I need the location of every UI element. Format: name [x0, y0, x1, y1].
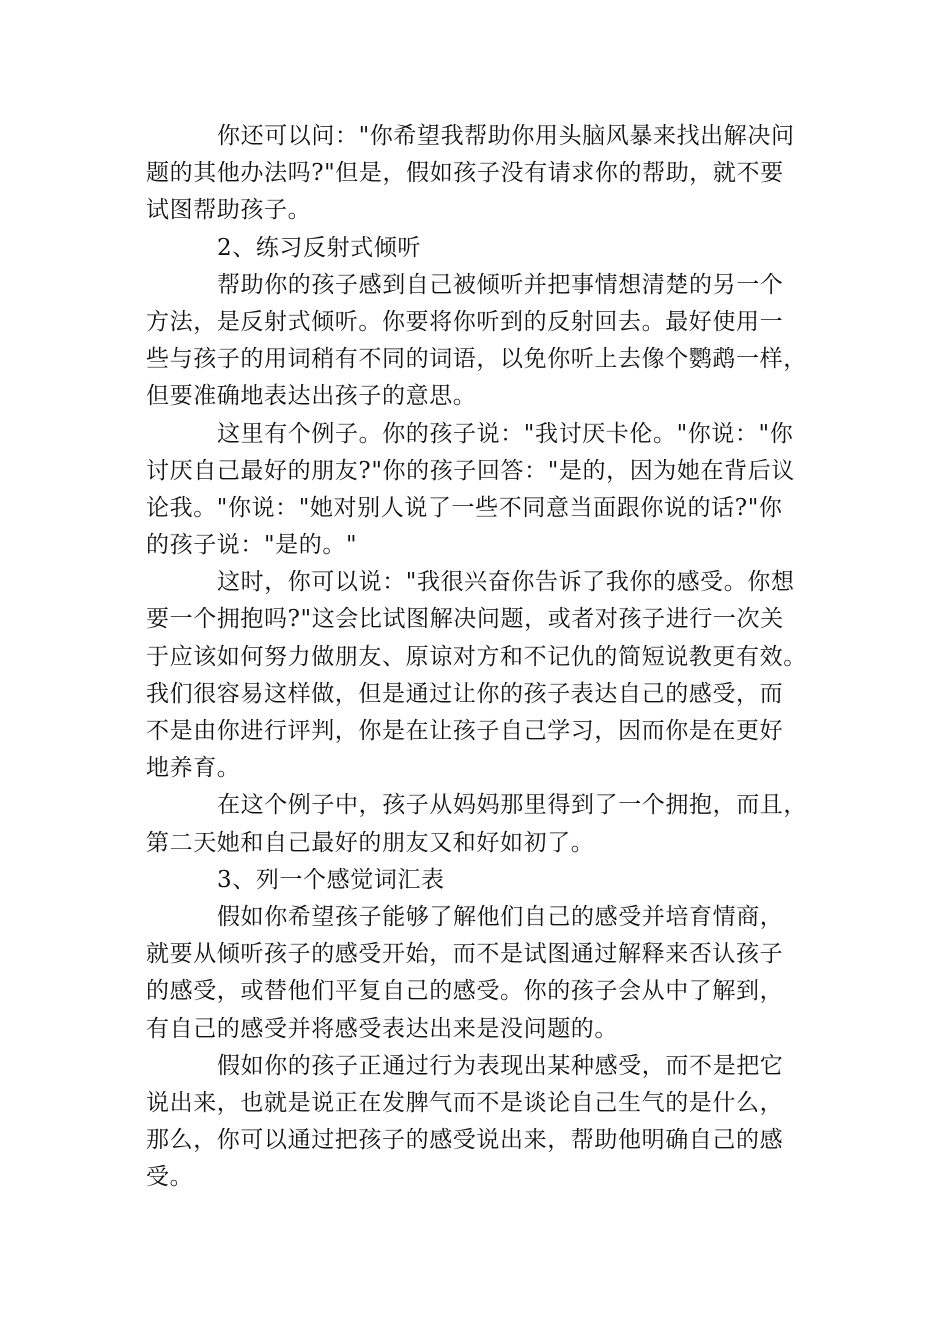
paragraph: [146, 416, 826, 565]
text-line: 这时，你可以说："我很兴奋你告诉了我你的感受。你想: [217, 569, 795, 596]
text-line: 在这个例子中，孩子从妈妈那里得到了一个拥抱，而且，: [217, 792, 807, 819]
text-line: 但要准确地表达出孩子的意思。: [146, 383, 477, 410]
text-line: 题的其他办法吗?"但是，假如孩子没有请求你的帮助，就不要: [146, 160, 784, 187]
section-heading: [146, 862, 826, 899]
paragraph: [146, 564, 826, 787]
text-line: 地养育。: [146, 755, 241, 782]
paragraph: [146, 899, 826, 1048]
text-line: 试图帮助孩子。: [146, 197, 312, 224]
text-line: 假如你希望孩子能够了解他们自己的感受并培育情商，: [217, 903, 784, 930]
document-page: [146, 118, 826, 1196]
paragraph: [146, 787, 826, 861]
text-line: 的感受，或替他们平复自己的感受。你的孩子会从中了解到，: [146, 978, 784, 1005]
text-line: 假如你的孩子正通过行为表现出某种感受，而不是把它: [217, 1052, 784, 1079]
text-line: 方法，是反射式倾听。你要将你听到的反射回去。最好使用一: [146, 308, 784, 335]
text-line: 受。: [146, 1164, 194, 1191]
text-line: 我们很容易这样做，但是通过让你的孩子表达自己的感受，而: [146, 680, 784, 707]
text-line: 就要从倾听孩子的感受开始，而不是试图通过解释来否认孩子: [146, 941, 784, 968]
text-line: 3、列一个感觉词汇表: [217, 866, 445, 893]
text-line: 于应该如何努力做朋友、原谅对方和不记仇的简短说教更有效。: [146, 643, 807, 670]
text-line: 你还可以问："你希望我帮助你用头脑风暴来找出解决问: [217, 123, 795, 149]
text-line: 第二天她和自己最好的朋友又和好如初了。: [146, 829, 595, 856]
text-line: 这里有个例子。你的孩子说："我讨厌卡伦。"你说："你: [217, 420, 794, 447]
text-line: 不是由你进行评判，你是在让孩子自己学习，因而你是在更好: [146, 718, 784, 744]
text-line: 论我。"你说："她对别人说了一些不同意当面跟你说的话?"你: [146, 494, 783, 521]
text-line: 些与孩子的用词稍有不同的词语，以免你听上去像个鹦鹉一样，: [146, 346, 807, 373]
text-line: 帮助你的孩子感到自己被倾听并把事情想清楚的另一个: [217, 271, 784, 298]
text-line: 讨厌自己最好的朋友?"你的孩子回答："是的，因为她在背后议: [146, 457, 795, 484]
paragraph: [146, 267, 826, 416]
text-line: 2、练习反射式倾听: [217, 234, 422, 261]
text-line: 要一个拥抱吗?"这会比试图解决问题，或者对孩子进行一次关: [146, 606, 784, 633]
paragraph: [146, 1048, 826, 1197]
section-heading: [146, 230, 826, 267]
text-line: 有自己的感受并将感受表达出来是没问题的。: [146, 1015, 618, 1042]
text-line: 的孩子说："是的。": [146, 532, 358, 559]
text-line: 说出来，也就是说正在发脾气而不是谈论自己生气的是什么，: [146, 1089, 784, 1116]
text-line: 那么，你可以通过把孩子的感受说出来，帮助他明确自己的感: [146, 1127, 784, 1154]
paragraph: [146, 118, 826, 230]
